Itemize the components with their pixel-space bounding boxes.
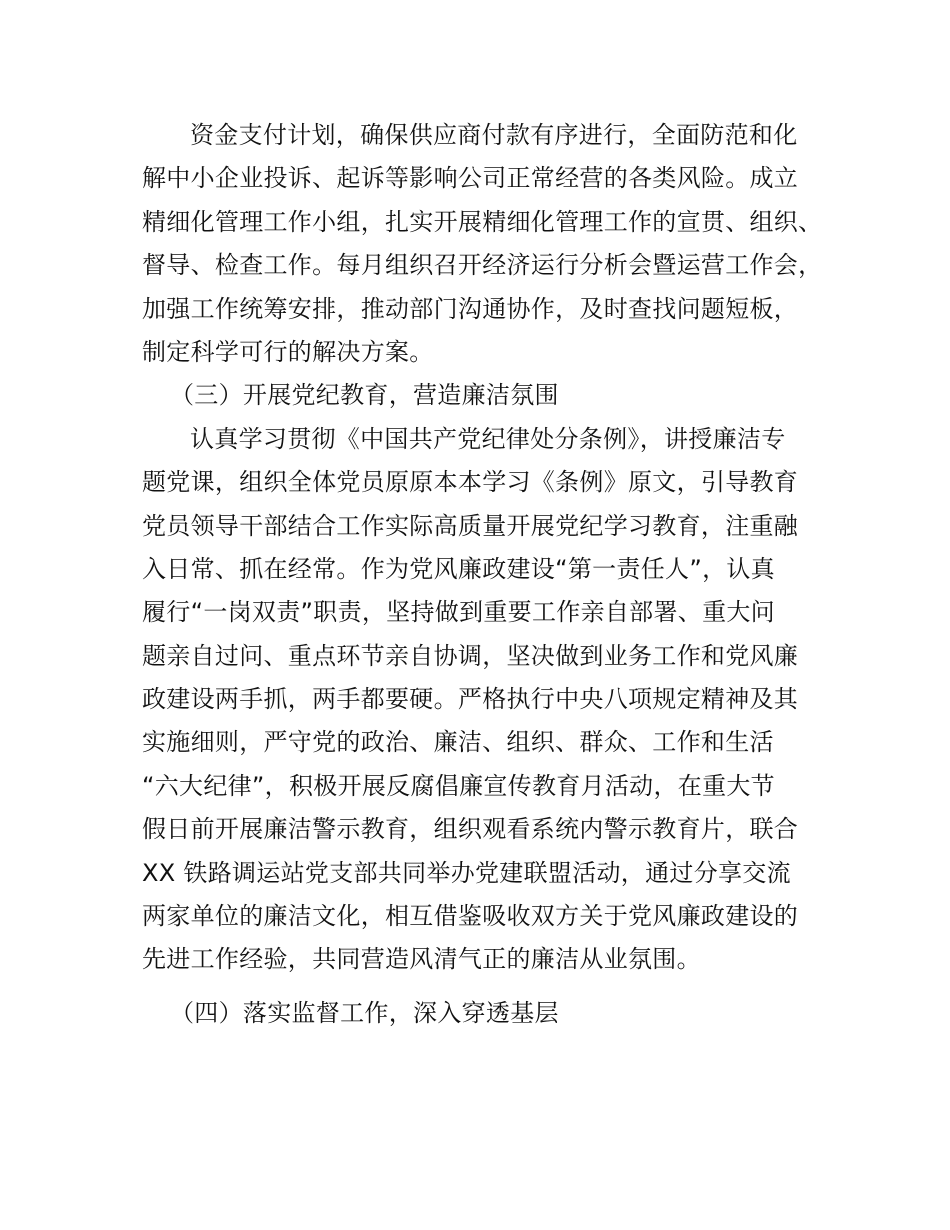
- section-heading: （四）落实监督工作，深入穿透基层: [170, 998, 559, 1027]
- document-body: [142, 114, 842, 1035]
- paragraph-line: 两家单位的廉洁文化，相互借鉴吸收双方关于党风廉政建设的: [142, 902, 799, 931]
- paragraph-line: 督导、检查工作。每月组织召开经济运行分析会暨运营工作会，: [142, 251, 823, 280]
- paragraph-line: 党员领导干部结合工作实际高质量开展党纪学习教育，注重融: [142, 511, 799, 540]
- paragraph-line: 题党课，组织全体党员原原本本学习《条例》原文，引导教育: [142, 468, 799, 497]
- paragraph-line: 资金支付计划，确保供应商付款有序进行，全面防范和化: [190, 121, 798, 149]
- paragraph-line: 制定科学可行的解决方案。: [142, 337, 434, 366]
- paragraph-line: 精细化管理工作小组，扎实开展精细化管理工作的宣贯、组织、: [142, 207, 823, 236]
- paragraph-line: 先进工作经验，共同营造风清气正的廉洁从业氛围。: [142, 945, 701, 974]
- paragraph-line: 实施细则，严守党的政治、廉洁、组织、群众、工作和生活: [142, 728, 774, 757]
- paragraph-line: 加强工作统筹安排，推动部门沟通协作，及时查找问题短板，: [142, 294, 799, 323]
- paragraph-line: 政建设两手抓，两手都要硬。严格执行中央八项规定精神及其: [142, 685, 799, 714]
- paragraph-line: 认真学习贯彻《中国共产党纪律处分条例》，讲授廉洁专: [190, 424, 786, 453]
- section-heading: （三）开展党纪教育，营造廉洁氛围: [170, 381, 559, 410]
- paragraph-line: “六大纪律”，积极开展反腐倡廉宣传教育月活动，在重大节: [142, 771, 775, 800]
- paragraph-line: 解中小企业投诉、起诉等影响公司正常经营的各类风险。成立: [142, 164, 799, 193]
- paragraph-line: XX 铁路调运站党支部共同举办党建联盟活动，通过分享交流: [142, 858, 791, 887]
- paragraph-line: 履行“一岗双责”职责，坚持做到重要工作亲自部署、重大问: [142, 598, 775, 627]
- paragraph-line: 假日前开展廉洁警示教育，组织观看系统内警示教育片，联合: [142, 815, 799, 844]
- paragraph-line: 题亲自过问、重点环节亲自协调，坚决做到业务工作和党风廉: [142, 641, 799, 670]
- paragraph-line: 入日常、抓在经常。作为党风廉政建设“第一责任人”，认真: [142, 554, 775, 583]
